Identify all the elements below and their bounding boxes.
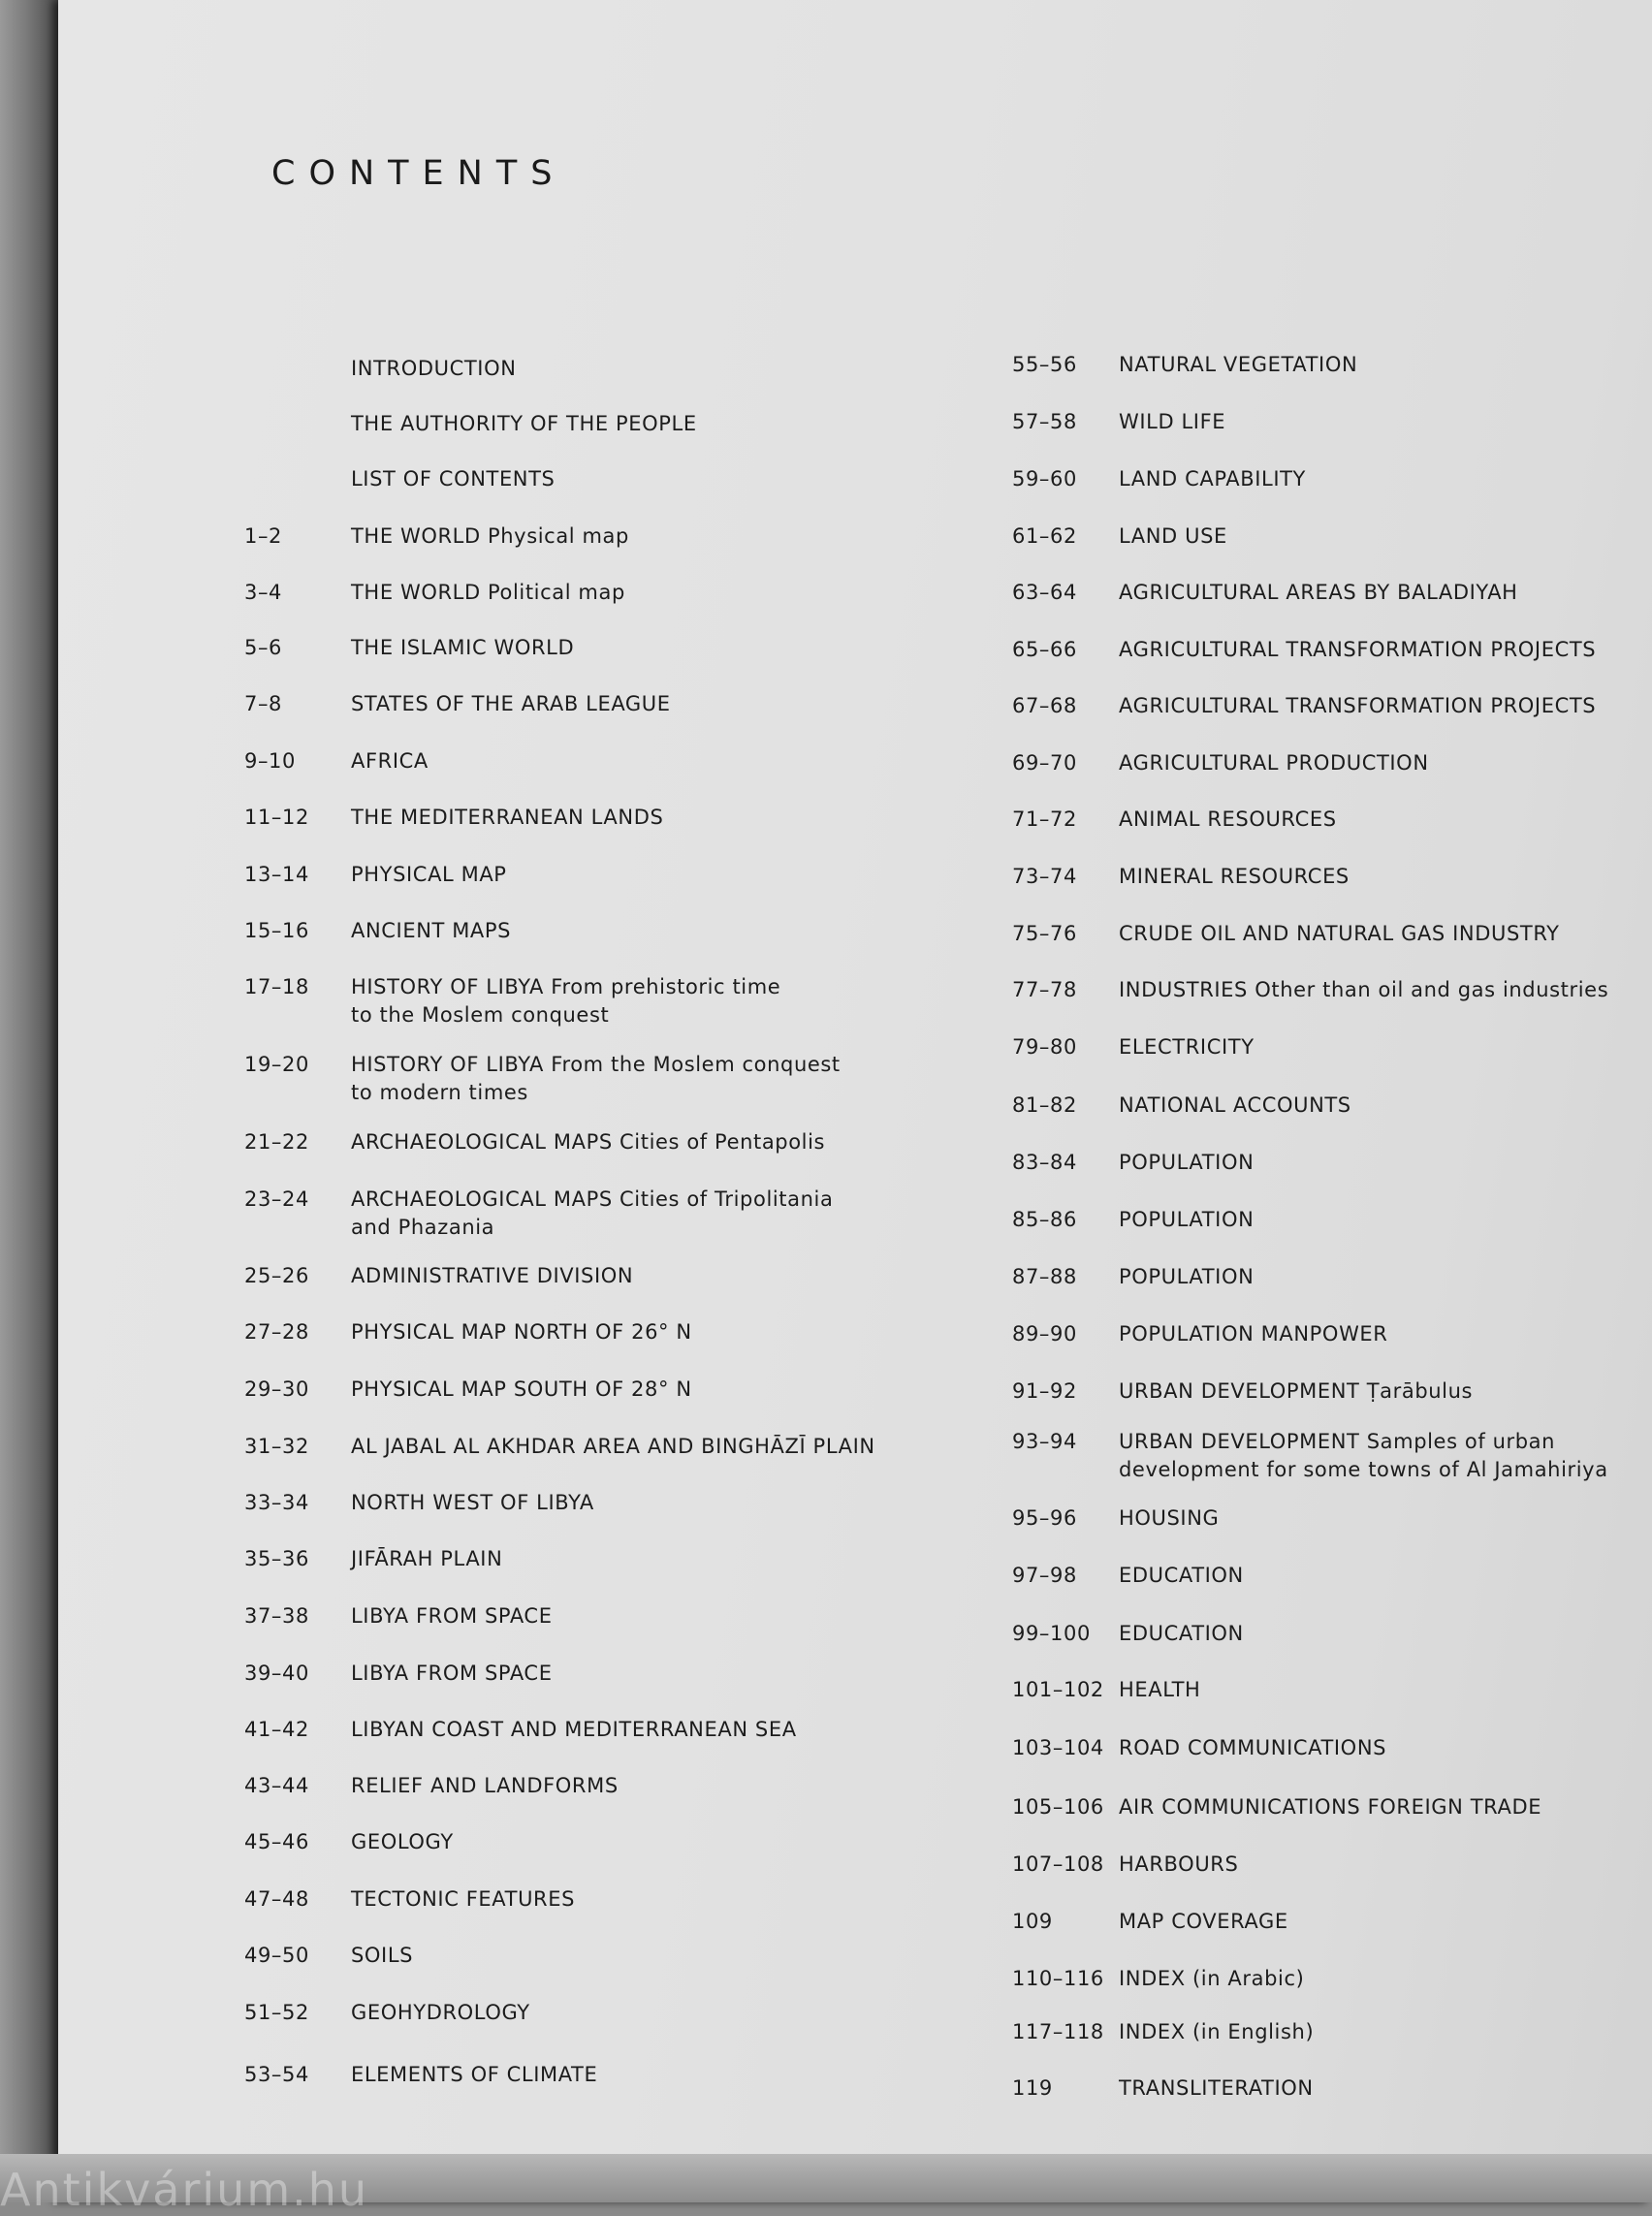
entry-title-block bbox=[1119, 1377, 1473, 1406]
entry-pages: 81–82 bbox=[1012, 1093, 1077, 1117]
entry-title-block bbox=[351, 410, 697, 438]
entry-pages: 91–92 bbox=[1012, 1379, 1077, 1403]
entry-title-block bbox=[351, 1602, 553, 1630]
entry-title: MAP COVERAGE bbox=[1119, 1910, 1288, 1933]
entry-title-block bbox=[1119, 1676, 1200, 1704]
entry-title-block bbox=[1119, 1965, 1304, 1993]
entry-pages: 110–116 bbox=[1012, 1967, 1104, 1990]
entry-title: TECTONIC FEATURES bbox=[351, 1887, 576, 1911]
entry-title-block bbox=[1119, 408, 1225, 436]
entry-title: THE WORLD Political map bbox=[351, 581, 625, 604]
entry-title: LIBYAN COAST AND MEDITERRANEAN SEA bbox=[351, 1718, 797, 1741]
entry-title-block bbox=[1119, 1263, 1254, 1291]
entry-title-block bbox=[351, 1545, 502, 1573]
entry-title-block bbox=[1119, 1734, 1386, 1762]
entry-title-block bbox=[351, 690, 671, 718]
entry-pages: 89–90 bbox=[1012, 1322, 1077, 1345]
entry-pages: 31–32 bbox=[244, 1435, 309, 1458]
entry-pages: 75–76 bbox=[1012, 922, 1077, 945]
entry-title: THE ISLAMIC WORLD bbox=[351, 636, 575, 659]
entry-title: WILD LIFE bbox=[1119, 410, 1226, 433]
entry-pages: 71–72 bbox=[1012, 807, 1077, 831]
entry-title-block bbox=[1119, 1320, 1388, 1348]
entry-title-block bbox=[1119, 863, 1350, 891]
entry-title: SOILS bbox=[351, 1944, 414, 1967]
entry-title-block bbox=[351, 1772, 619, 1800]
entry-title: STATES OF THE ARAB LEAGUE bbox=[351, 692, 671, 715]
entry-title: AGRICULTURAL TRANSFORMATION PROJECTS bbox=[1119, 694, 1597, 717]
entry-subtitle: to modern times bbox=[351, 1081, 528, 1104]
entry-title: HISTORY OF LIBYA From the Moslem conquest bbox=[351, 1053, 841, 1076]
entry-pages: 13–14 bbox=[244, 863, 309, 886]
entry-pages: 37–38 bbox=[244, 1604, 309, 1628]
entry-title: AGRICULTURAL PRODUCTION bbox=[1119, 751, 1429, 775]
entry-title: HEALTH bbox=[1119, 1678, 1201, 1701]
entry-pages: 39–40 bbox=[244, 1662, 309, 1685]
entry-pages: 105–106 bbox=[1012, 1795, 1104, 1819]
entry-title: INTRODUCTION bbox=[351, 357, 517, 380]
entry-pages: 45–46 bbox=[244, 1830, 309, 1853]
entry-pages: 35–36 bbox=[244, 1547, 309, 1570]
entry-pages: 41–42 bbox=[244, 1718, 309, 1741]
entry-title: LIST OF CONTENTS bbox=[351, 467, 556, 491]
entry-title: THE AUTHORITY OF THE PEOPLE bbox=[351, 412, 697, 435]
entry-title: INDEX (in Arabic) bbox=[1119, 1967, 1305, 1990]
entry-title: HISTORY OF LIBYA From prehistoric time bbox=[351, 975, 781, 998]
entry-title: POPULATION bbox=[1119, 1265, 1255, 1288]
entry-title: ARCHAEOLOGICAL MAPS Cities of Tripolitania bbox=[351, 1187, 834, 1211]
entry-title: URBAN DEVELOPMENT Samples of urban bbox=[1119, 1430, 1556, 1453]
entry-pages: 17–18 bbox=[244, 975, 309, 998]
entry-title: EDUCATION bbox=[1119, 1564, 1244, 1587]
entry-title-block bbox=[1119, 692, 1596, 720]
entry-pages: 9–10 bbox=[244, 749, 296, 773]
entry-title: AFRICA bbox=[351, 749, 429, 773]
entry-title: AL JABAL AL AKHDAR AREA AND BINGHĀZĪ PLAIN bbox=[351, 1435, 875, 1458]
entry-pages: 27–28 bbox=[244, 1320, 309, 1344]
entry-pages: 33–34 bbox=[244, 1491, 309, 1514]
entry-title: PHYSICAL MAP SOUTH OF 28° N bbox=[351, 1377, 692, 1401]
entry-title-block bbox=[1119, 1149, 1254, 1177]
entry-title-block bbox=[1119, 1428, 1608, 1484]
entry-title-block bbox=[1119, 1562, 1244, 1590]
entry-pages: 103–104 bbox=[1012, 1736, 1104, 1759]
entry-pages: 97–98 bbox=[1012, 1564, 1077, 1587]
entry-title: ROAD COMMUNICATIONS bbox=[1119, 1736, 1387, 1759]
entry-pages: 69–70 bbox=[1012, 751, 1077, 775]
entry-pages: 51–52 bbox=[244, 2001, 309, 2024]
entry-subtitle: and Phazania bbox=[351, 1216, 495, 1239]
entry-title: HARBOURS bbox=[1119, 1852, 1239, 1876]
entry-pages: 109 bbox=[1012, 1910, 1053, 1933]
entry-title: ELEMENTS OF CLIMATE bbox=[351, 2063, 598, 2086]
entry-title-block bbox=[351, 579, 625, 607]
entry-title-block bbox=[1119, 1033, 1255, 1061]
entry-title: PHYSICAL MAP NORTH OF 26° N bbox=[351, 1320, 692, 1344]
entry-pages: 53–54 bbox=[244, 2063, 309, 2086]
entry-title-block bbox=[1119, 636, 1596, 664]
entry-pages: 55–56 bbox=[1012, 353, 1077, 376]
entry-title-block bbox=[351, 1489, 594, 1517]
entry-title-block bbox=[351, 1262, 633, 1290]
entry-title: JIFĀRAH PLAIN bbox=[351, 1547, 503, 1570]
entry-title-block bbox=[351, 634, 574, 662]
entry-title-block bbox=[351, 917, 511, 945]
entry-title: INDEX (in English) bbox=[1119, 2020, 1315, 2043]
entry-title-block bbox=[1119, 1504, 1219, 1533]
entry-title-block bbox=[1119, 465, 1306, 493]
entry-title-block bbox=[1119, 522, 1227, 551]
entry-pages: 11–12 bbox=[244, 806, 309, 829]
entry-pages: 67–68 bbox=[1012, 694, 1077, 717]
entry-pages: 99–100 bbox=[1012, 1622, 1091, 1645]
entry-title-block bbox=[351, 1051, 841, 1107]
entry-title: ANCIENT MAPS bbox=[351, 919, 512, 942]
entry-pages: 101–102 bbox=[1012, 1678, 1104, 1701]
entry-title-block bbox=[1119, 749, 1429, 777]
entry-title: AGRICULTURAL AREAS BY BALADIYAH bbox=[1119, 581, 1518, 604]
book-spine bbox=[0, 0, 58, 2202]
entry-pages: 59–60 bbox=[1012, 467, 1077, 491]
entry-pages: 43–44 bbox=[244, 1774, 309, 1797]
entry-title-block bbox=[1119, 1206, 1254, 1234]
entry-title: LAND USE bbox=[1119, 524, 1227, 548]
entry-pages: 57–58 bbox=[1012, 410, 1077, 433]
entry-title-block bbox=[1119, 920, 1560, 948]
entry-pages: 19–20 bbox=[244, 1053, 309, 1076]
entry-pages: 1–2 bbox=[244, 524, 283, 548]
entry-title-block bbox=[351, 355, 517, 383]
entry-title-block bbox=[1119, 579, 1518, 607]
entry-title: ANIMAL RESOURCES bbox=[1119, 807, 1337, 831]
entry-title-block bbox=[1119, 1092, 1351, 1120]
entry-title: ELECTRICITY bbox=[1119, 1035, 1255, 1059]
entry-pages: 7–8 bbox=[244, 692, 283, 715]
entry-pages: 65–66 bbox=[1012, 638, 1077, 661]
entry-title: TRANSLITERATION bbox=[1119, 2076, 1314, 2100]
entry-title: RELIEF AND LANDFORMS bbox=[351, 1774, 619, 1797]
entry-title-block bbox=[351, 747, 429, 776]
entry-title: LIBYA FROM SPACE bbox=[351, 1662, 553, 1685]
entry-title-block bbox=[1119, 1851, 1238, 1879]
entry-pages: 119 bbox=[1012, 2076, 1053, 2100]
entry-pages: 29–30 bbox=[244, 1377, 309, 1401]
entry-pages: 93–94 bbox=[1012, 1430, 1077, 1453]
entry-title: EDUCATION bbox=[1119, 1622, 1244, 1645]
entry-pages: 25–26 bbox=[244, 1264, 309, 1287]
entry-title-block bbox=[1119, 2018, 1314, 2046]
entry-title-block bbox=[351, 1128, 825, 1156]
entry-title-block bbox=[1119, 351, 1357, 379]
entry-pages: 117–118 bbox=[1012, 2020, 1104, 2043]
entry-title: THE WORLD Physical map bbox=[351, 524, 629, 548]
entry-title: AIR COMMUNICATIONS FOREIGN TRADE bbox=[1119, 1795, 1542, 1819]
entry-title: GEOHYDROLOGY bbox=[351, 2001, 530, 2024]
entry-title: THE MEDITERRANEAN LANDS bbox=[351, 806, 664, 829]
entry-title-block bbox=[351, 522, 629, 551]
entry-pages: 63–64 bbox=[1012, 581, 1077, 604]
entry-title-block bbox=[351, 1885, 575, 1914]
entry-pages: 95–96 bbox=[1012, 1506, 1077, 1530]
entry-title-block bbox=[351, 1999, 530, 2027]
entry-pages: 23–24 bbox=[244, 1187, 309, 1211]
entry-subtitle: development for some towns of Al Jamahiriya bbox=[1119, 1458, 1608, 1481]
entry-pages: 87–88 bbox=[1012, 1265, 1077, 1288]
entry-title-block bbox=[1119, 1793, 1541, 1821]
entry-title: LIBYA FROM SPACE bbox=[351, 1604, 553, 1628]
entry-title-block bbox=[351, 1376, 692, 1404]
entry-title: NORTH WEST OF LIBYA bbox=[351, 1491, 594, 1514]
entry-title: POPULATION bbox=[1119, 1151, 1255, 1174]
entry-title: GEOLOGY bbox=[351, 1830, 454, 1853]
entry-pages: 73–74 bbox=[1012, 865, 1077, 888]
entry-title: PHYSICAL MAP bbox=[351, 863, 507, 886]
entry-pages: 49–50 bbox=[244, 1944, 309, 1967]
entry-title-block bbox=[1119, 976, 1608, 1004]
entry-pages: 107–108 bbox=[1012, 1852, 1104, 1876]
entry-title: URBAN DEVELOPMENT Ṭarābulus bbox=[1119, 1379, 1474, 1403]
entry-pages: 83–84 bbox=[1012, 1151, 1077, 1174]
entry-pages: 5–6 bbox=[244, 636, 283, 659]
entry-title-block bbox=[351, 1660, 553, 1688]
entry-title: INDUSTRIES Other than oil and gas industries bbox=[1119, 978, 1609, 1001]
entry-pages: 79–80 bbox=[1012, 1035, 1077, 1059]
entry-title-block bbox=[351, 1828, 454, 1856]
entry-title-block bbox=[1119, 1620, 1244, 1648]
entry-title: ARCHAEOLOGICAL MAPS Cities of Pentapolis bbox=[351, 1130, 826, 1154]
entry-pages: 3–4 bbox=[244, 581, 283, 604]
entry-pages: 15–16 bbox=[244, 919, 309, 942]
entry-pages: 77–78 bbox=[1012, 978, 1077, 1001]
entry-title-block bbox=[351, 1433, 875, 1461]
contents-page bbox=[58, 0, 1652, 2202]
entry-title-block bbox=[351, 861, 507, 889]
entry-title-block bbox=[351, 1942, 413, 1970]
entry-subtitle: to the Moslem conquest bbox=[351, 1003, 610, 1027]
page-title: CONTENTS bbox=[271, 154, 566, 194]
entry-title: HOUSING bbox=[1119, 1506, 1220, 1530]
entry-title-block bbox=[351, 973, 780, 1029]
entry-pages: 47–48 bbox=[244, 1887, 309, 1911]
entry-title-block bbox=[351, 804, 663, 832]
entry-title: POPULATION MANPOWER bbox=[1119, 1322, 1388, 1345]
entry-title: CRUDE OIL AND NATURAL GAS INDUSTRY bbox=[1119, 922, 1560, 945]
entry-title-block bbox=[351, 1318, 692, 1346]
entry-title-block bbox=[1119, 1908, 1288, 1936]
entry-title: POPULATION bbox=[1119, 1208, 1255, 1231]
entry-title-block bbox=[351, 1186, 833, 1242]
entry-title-block bbox=[351, 2061, 597, 2089]
entry-title: AGRICULTURAL TRANSFORMATION PROJECTS bbox=[1119, 638, 1597, 661]
entry-title-block bbox=[351, 465, 555, 493]
entry-pages: 21–22 bbox=[244, 1130, 309, 1154]
entry-pages: 85–86 bbox=[1012, 1208, 1077, 1231]
watermark: Antikvárium.hu bbox=[0, 2164, 369, 2216]
entry-title-block bbox=[1119, 806, 1337, 834]
entry-title: ADMINISTRATIVE DIVISION bbox=[351, 1264, 634, 1287]
entry-title: NATIONAL ACCOUNTS bbox=[1119, 1093, 1351, 1117]
entry-title-block bbox=[351, 1716, 797, 1744]
entry-title-block bbox=[1119, 2074, 1314, 2103]
entry-title: LAND CAPABILITY bbox=[1119, 467, 1306, 491]
entry-pages: 61–62 bbox=[1012, 524, 1077, 548]
entry-title: MINERAL RESOURCES bbox=[1119, 865, 1350, 888]
entry-title: NATURAL VEGETATION bbox=[1119, 353, 1358, 376]
